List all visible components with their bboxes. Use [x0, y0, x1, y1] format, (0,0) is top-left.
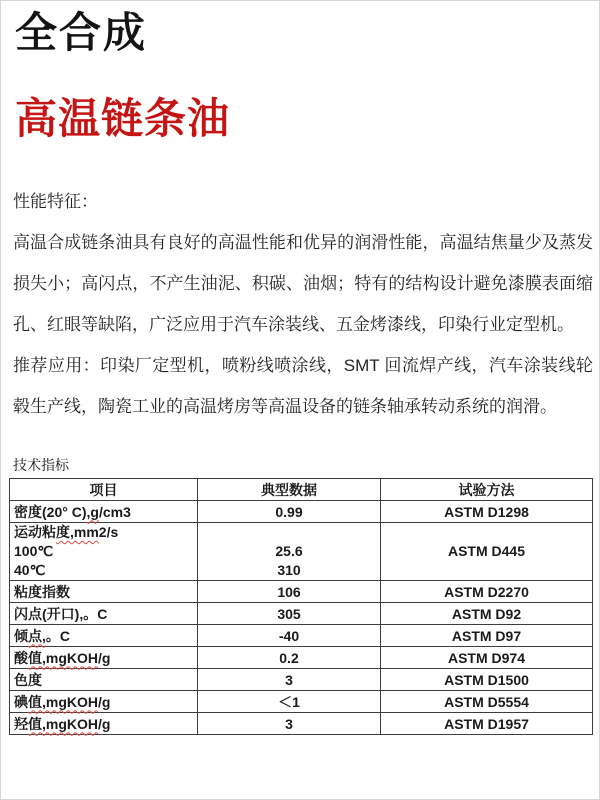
method-cell: ASTM D2270 — [381, 581, 593, 603]
value-cell: 3 — [198, 713, 381, 735]
item-cell: 酸值,mgKOH/g — [10, 647, 198, 669]
item-cell: 羟值,mgKOH/g — [10, 713, 198, 735]
table-row — [10, 581, 593, 603]
table-row — [10, 647, 593, 669]
method-cell: ASTM D97 — [381, 625, 593, 647]
item-cell: 碘值,mgKOH/g — [10, 691, 198, 713]
method-cell: ASTM D445 — [381, 523, 593, 581]
spec-table-body — [10, 479, 593, 735]
value-cell: ＜1 — [198, 691, 381, 713]
performance-paragraph: 高温合成链条油具有良好的高温性能和优异的润滑性能，高温结焦量少及蒸发损失小；高闪点，不产生油泥、积碳、油烟；特有的结构设计避免漆膜表面缩孔、红眼等缺陷，广泛应用于汽车涂装线、五金烤漆线，印染行业定型机。 — [13, 233, 593, 334]
table-row — [10, 713, 593, 735]
method-cell: ASTM D974 — [381, 647, 593, 669]
table-row — [10, 523, 593, 581]
item-cell: 倾点,。C — [10, 625, 198, 647]
item-cell: 粘度指数 — [10, 581, 198, 603]
table-row — [10, 501, 593, 523]
method-cell: ASTM D1500 — [381, 669, 593, 691]
product-title-line1: 全合成 — [15, 9, 148, 56]
spec-header-cell-1: 典型数据 — [198, 479, 381, 501]
value-cell: 0.99 — [198, 501, 381, 523]
value-cell: -40 — [198, 625, 381, 647]
spec-table — [9, 478, 593, 735]
method-cell: ASTM D92 — [381, 603, 593, 625]
item-cell: 闪点(开口),。C — [10, 603, 198, 625]
table-row — [10, 603, 593, 625]
spec-table-heading: 技术指标 — [13, 457, 69, 473]
item-cell: 运动粘度,mm2/s 100℃ 40℃ — [10, 523, 198, 581]
value-cell: 305 — [198, 603, 381, 625]
method-cell: ASTM D5554 — [381, 691, 593, 713]
spec-header-row — [10, 479, 593, 501]
item-cell: 色度 — [10, 669, 198, 691]
value-cell: 3 — [198, 669, 381, 691]
table-row — [10, 669, 593, 691]
item-cell: 密度(20° C),g/cm3 — [10, 501, 198, 523]
spec-header-cell-0: 项目 — [10, 479, 198, 501]
method-cell: ASTM D1957 — [381, 713, 593, 735]
value-cell: 106 — [198, 581, 381, 603]
body-text — [13, 181, 593, 427]
performance-heading: 性能特征： — [13, 192, 98, 211]
table-row — [10, 625, 593, 647]
value-cell: 25.6 310 — [198, 523, 381, 581]
method-cell: ASTM D1298 — [381, 501, 593, 523]
product-title-line2: 高温链条油 — [15, 95, 231, 142]
table-row — [10, 691, 593, 713]
value-cell: 0.2 — [198, 647, 381, 669]
application-paragraph: 推荐应用：印染厂定型机，喷粉线喷涂线，SMT 回流焊产线，汽车涂装线轮毂生产线，陶瓷工业的高温烤房等高温设备的链条轴承转动系统的润滑。 — [13, 356, 593, 416]
spec-header-cell-2: 试验方法 — [381, 479, 593, 501]
